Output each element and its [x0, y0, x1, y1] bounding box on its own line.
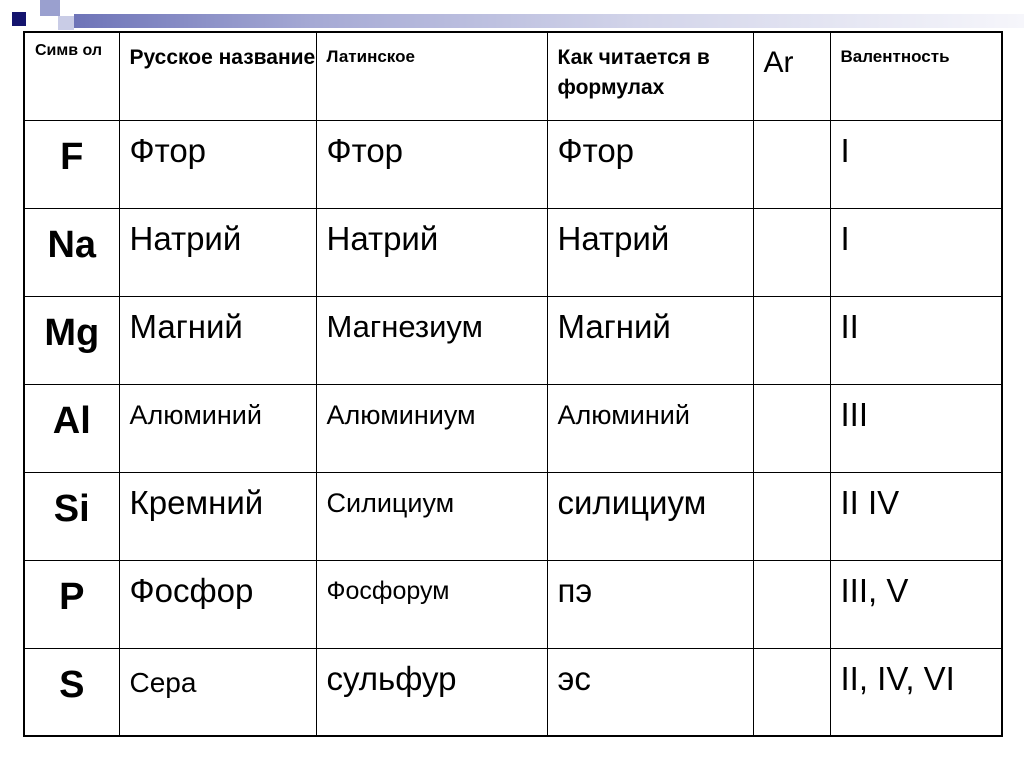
cell-valence: II IV [830, 472, 1002, 560]
cell-russian: Фтор [119, 120, 316, 208]
cell-valence: I [830, 120, 1002, 208]
table-row [24, 472, 1002, 560]
cell-russian: Алюминий [119, 384, 316, 472]
cell-ar [753, 648, 830, 736]
cell-latin: Фтор [316, 120, 547, 208]
cell-ar [753, 560, 830, 648]
cell-ar [753, 208, 830, 296]
decor-square [58, 16, 74, 30]
cell-reading: Алюминий [547, 384, 753, 472]
cell-valence: II [830, 296, 1002, 384]
table-row [24, 296, 1002, 384]
cell-reading: Натрий [547, 208, 753, 296]
cell-symbol: Al [24, 384, 119, 472]
cell-reading: Фтор [547, 120, 753, 208]
header-valence: Валентность [830, 32, 1002, 120]
header-latin: Латинское [316, 32, 547, 120]
cell-symbol: F [24, 120, 119, 208]
cell-russian: Сера [119, 648, 316, 736]
cell-ar [753, 472, 830, 560]
cell-russian: Натрий [119, 208, 316, 296]
table-row [24, 208, 1002, 296]
cell-valence: II, IV, VI [830, 648, 1002, 736]
slide-decoration [0, 0, 1024, 30]
cell-symbol: Na [24, 208, 119, 296]
cell-ar [753, 120, 830, 208]
cell-valence: III, V [830, 560, 1002, 648]
cell-reading: пэ [547, 560, 753, 648]
header-reading: Как читается в формулах [547, 32, 753, 120]
cell-latin: Магнезиум [316, 296, 547, 384]
cell-symbol: Mg [24, 296, 119, 384]
cell-reading: силициум [547, 472, 753, 560]
decor-gradient-bar [74, 14, 1024, 28]
cell-russian: Кремний [119, 472, 316, 560]
cell-symbol: P [24, 560, 119, 648]
cell-valence: I [830, 208, 1002, 296]
cell-latin: сульфур [316, 648, 547, 736]
cell-russian: Фосфор [119, 560, 316, 648]
table-row [24, 384, 1002, 472]
cell-symbol: S [24, 648, 119, 736]
cell-latin: Силициум [316, 472, 547, 560]
cell-latin: Фосфорум [316, 560, 547, 648]
decor-square [12, 12, 26, 26]
cell-reading: эс [547, 648, 753, 736]
table-row [24, 648, 1002, 736]
header-ar: Ar [753, 32, 830, 120]
cell-reading: Магний [547, 296, 753, 384]
header-russian: Русское название [119, 32, 316, 120]
table-row [24, 560, 1002, 648]
cell-russian: Магний [119, 296, 316, 384]
cell-valence: III [830, 384, 1002, 472]
elements-table [23, 31, 1003, 737]
cell-ar [753, 384, 830, 472]
cell-symbol: Si [24, 472, 119, 560]
cell-latin: Алюминиум [316, 384, 547, 472]
cell-latin: Натрий [316, 208, 547, 296]
cell-ar [753, 296, 830, 384]
table-row [24, 120, 1002, 208]
decor-square [40, 0, 60, 16]
header-row [24, 32, 1002, 120]
header-symbol: Симв ол [24, 32, 119, 120]
